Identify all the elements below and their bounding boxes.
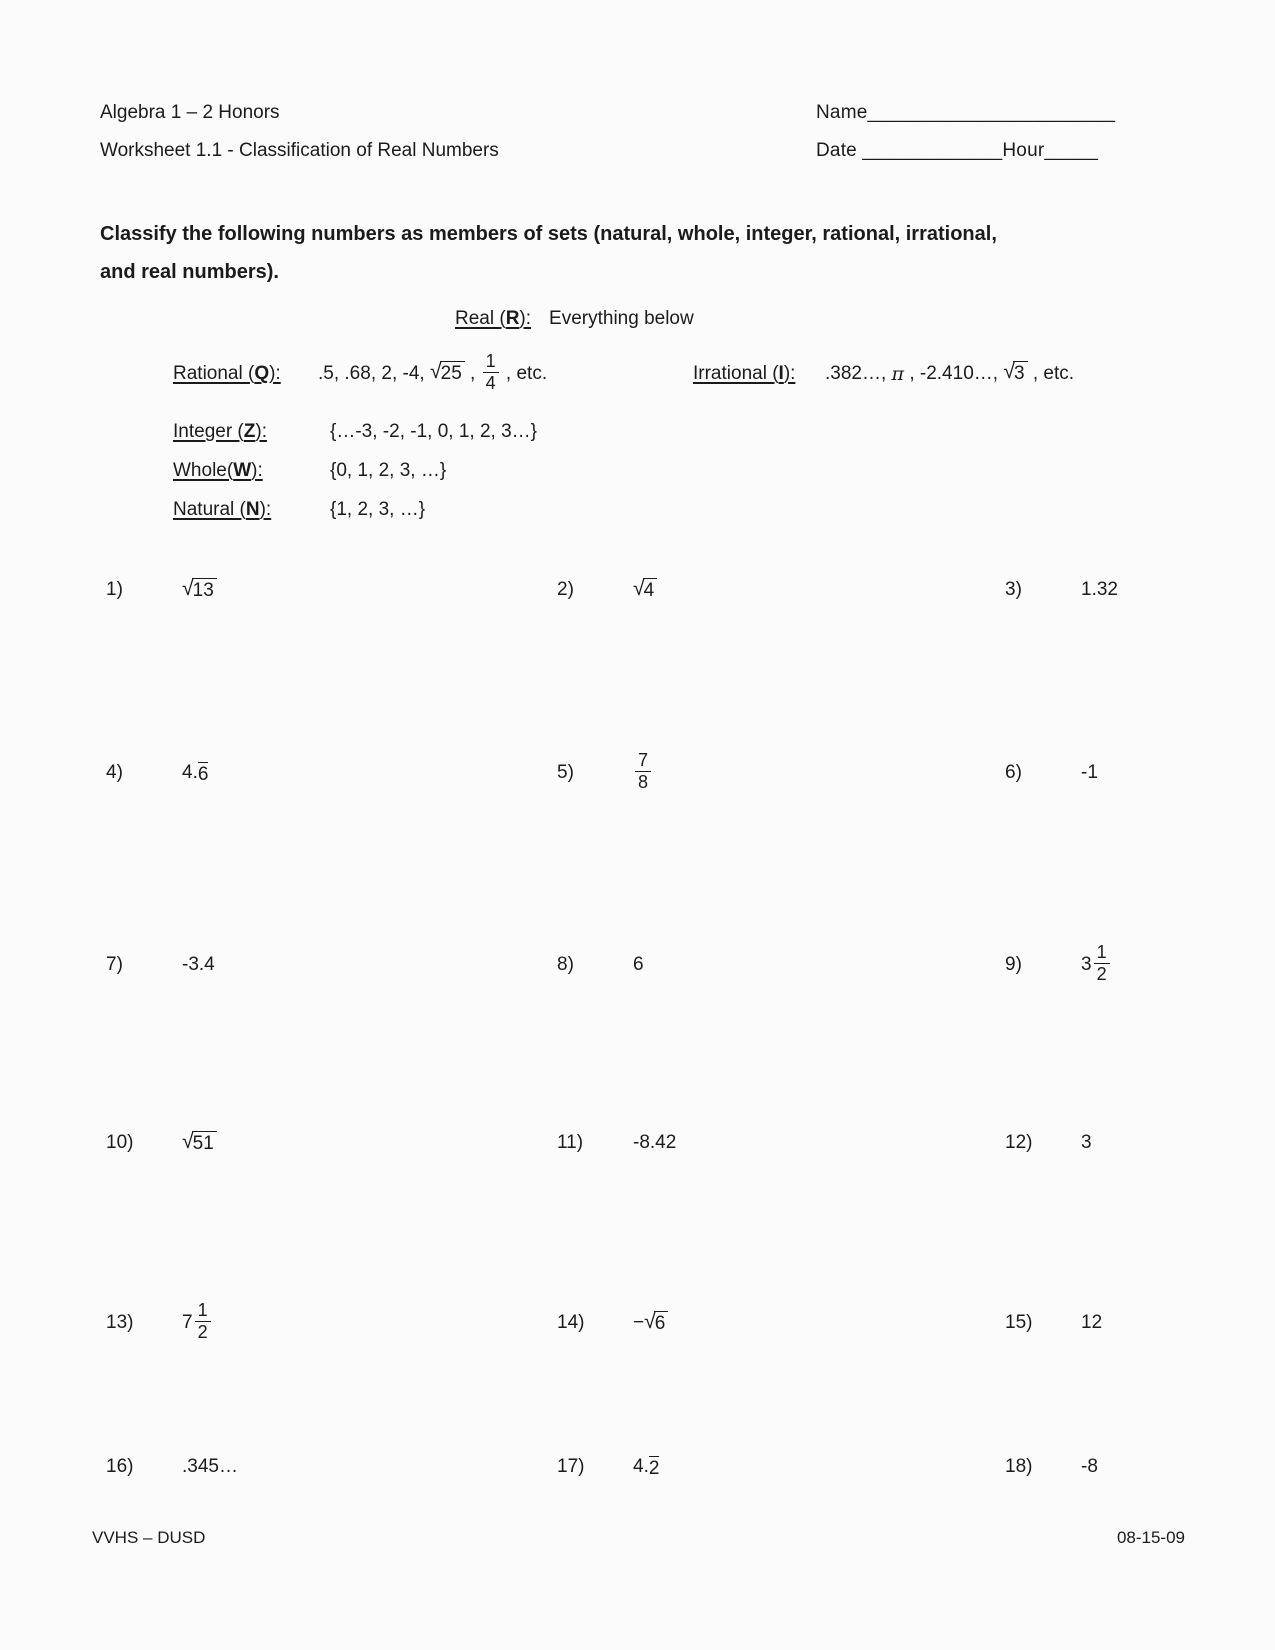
square-root <box>1003 361 1027 387</box>
problem-item <box>1005 923 1112 1007</box>
math-text: , etc. <box>500 363 548 384</box>
footer-date: 08-15-09 <box>1116 1528 1185 1547</box>
math-text: 4. <box>633 1456 649 1477</box>
problem-number: 14) <box>557 1312 585 1333</box>
real-set-definition <box>455 306 694 332</box>
instructions-line-1: Classify the following numbers as members of sets (natural, whole, integer, rational, irrational, <box>100 223 997 245</box>
problem-expression <box>182 954 215 976</box>
problem-item <box>557 1101 676 1185</box>
math-text: 1.32 <box>1081 579 1118 600</box>
math-text: , -2.410…, <box>904 363 1004 384</box>
problem-expression <box>1081 1456 1098 1478</box>
fraction <box>1094 942 1110 983</box>
radicand: 51 <box>192 1131 217 1153</box>
problem-item <box>1005 1281 1102 1365</box>
math-text: -8.42 <box>633 1132 677 1153</box>
problem-expression <box>633 752 653 793</box>
problem-number: 6) <box>1005 762 1022 783</box>
instructions-line-2: and real numbers). <box>100 261 279 283</box>
problem-number: 1) <box>106 579 123 600</box>
radical-icon: √ <box>429 359 442 383</box>
real-set-value: Everything below <box>549 308 694 329</box>
problem-item <box>1005 1425 1098 1509</box>
math-text: {0, 1, 2, 3, …} <box>330 460 447 481</box>
problem-number: 12) <box>1005 1132 1033 1153</box>
problem-item <box>557 923 644 1007</box>
square-root <box>430 361 465 387</box>
square-root <box>182 578 217 602</box>
problem-expression <box>633 1132 676 1154</box>
course-title: Algebra 1 – 2 Honors <box>100 102 280 123</box>
radicand: 6 <box>654 1311 669 1333</box>
rational-set-label: Rational (Q): <box>173 363 281 384</box>
problem-number: 11) <box>557 1132 584 1153</box>
math-text: .345… <box>182 1456 238 1477</box>
math-text: 6 <box>633 954 644 975</box>
math-text: 4. <box>182 762 198 783</box>
radical-icon: √ <box>182 576 194 600</box>
radicand: 4 <box>643 578 658 600</box>
problem-expression <box>1081 1132 1092 1154</box>
set-letter: N <box>245 499 260 520</box>
problem-item <box>1005 1101 1092 1185</box>
math-text: , etc. <box>1027 363 1075 384</box>
real-set-label: Real (R): <box>455 308 532 329</box>
problem-expression <box>182 578 217 602</box>
problem-item <box>1005 731 1098 815</box>
repeating-digit-overline: 2 <box>648 1458 660 1479</box>
set-letter: Q <box>254 363 270 384</box>
problem-item <box>1005 548 1118 632</box>
fraction <box>195 1300 211 1341</box>
pi-symbol: π <box>891 363 905 385</box>
numerator: 1 <box>197 1300 208 1321</box>
problem-expression <box>182 1131 217 1155</box>
integer-set-value <box>330 419 537 445</box>
math-text: , <box>464 363 481 384</box>
whole-set-value <box>330 458 446 484</box>
problem-number: 7) <box>106 954 123 975</box>
math-text: 3 <box>1081 954 1092 975</box>
name-field-line: Name_______________________ <box>816 102 1116 123</box>
rational-set-examples <box>318 353 547 394</box>
problem-number: 5) <box>557 762 574 783</box>
whole-set-definition <box>173 458 446 484</box>
math-text: 3 <box>1081 1132 1092 1153</box>
problem-item <box>106 1281 213 1365</box>
problem-expression <box>633 1456 659 1478</box>
integer-set-definition <box>173 419 537 445</box>
radicand: 3 <box>1013 361 1028 383</box>
problem-number: 8) <box>557 954 574 975</box>
problem-expression <box>1081 762 1098 784</box>
date-hour-field-line: Date _____________Hour_____ <box>816 140 1099 161</box>
problem-expression <box>1081 1312 1102 1334</box>
problem-item <box>106 731 208 815</box>
natural-set-definition <box>173 497 425 523</box>
problem-number: 2) <box>557 579 574 600</box>
radical-icon: √ <box>633 576 645 600</box>
problem-item <box>557 1425 659 1509</box>
footer-school: VVHS – DUSD <box>92 1528 206 1547</box>
math-text: 7 <box>182 1312 193 1333</box>
radical-icon: √ <box>1003 359 1015 383</box>
problem-expression <box>182 1302 213 1343</box>
problem-item <box>106 548 217 632</box>
problem-expression <box>633 1311 668 1335</box>
problem-item <box>106 1425 238 1509</box>
set-letter: R <box>505 308 520 329</box>
problem-expression <box>1081 944 1112 985</box>
set-letter: Z <box>243 421 256 442</box>
math-text: − <box>633 1312 645 1333</box>
radicand: 25 <box>440 361 465 383</box>
numerator: 7 <box>638 750 649 771</box>
repeating-digit-overline: 6 <box>197 764 209 785</box>
math-text: .382…, <box>825 363 892 384</box>
math-text: .5, .68, 2, -4, <box>318 363 430 384</box>
problem-item <box>557 731 653 815</box>
problem-number: 9) <box>1005 954 1022 975</box>
problem-number: 17) <box>557 1456 585 1477</box>
numerator: 1 <box>485 351 496 372</box>
math-text: 12 <box>1081 1312 1103 1333</box>
problem-number: 3) <box>1005 579 1022 600</box>
set-letter: W <box>233 460 252 481</box>
problem-expression <box>633 954 644 976</box>
problem-item <box>106 923 215 1007</box>
problem-expression <box>633 578 657 602</box>
fraction <box>635 750 651 791</box>
math-text: {1, 2, 3, …} <box>330 499 426 520</box>
square-root <box>644 1311 668 1335</box>
irrational-set-definition <box>693 348 1074 400</box>
whole-set-label: Whole(W): <box>173 460 263 481</box>
problem-number: 18) <box>1005 1456 1033 1477</box>
problem-number: 15) <box>1005 1312 1033 1333</box>
problem-item <box>106 1101 217 1185</box>
math-text: -3.4 <box>182 954 215 975</box>
radicand: 13 <box>192 578 217 600</box>
worksheet-title: Worksheet 1.1 - Classification of Real Numbers <box>100 140 499 161</box>
irrational-set-examples <box>825 361 1074 387</box>
denominator: 8 <box>635 771 651 792</box>
problem-expression <box>182 762 208 784</box>
instructions <box>100 215 1160 291</box>
problem-expression <box>1081 579 1118 601</box>
math-text: -8 <box>1081 1456 1098 1477</box>
radical-icon: √ <box>182 1129 194 1153</box>
natural-set-value <box>330 497 425 523</box>
math-text: -1 <box>1081 762 1098 783</box>
radical-icon: √ <box>644 1309 656 1333</box>
problem-number: 10) <box>106 1132 134 1153</box>
square-root <box>182 1131 217 1155</box>
numerator: 1 <box>1096 942 1107 963</box>
problem-item <box>557 1281 668 1365</box>
denominator: 2 <box>195 1321 211 1342</box>
rational-set-definition <box>173 348 547 400</box>
irrational-set-label: Irrational (I): <box>693 363 796 384</box>
problem-number: 4) <box>106 762 123 783</box>
denominator: 2 <box>1094 963 1110 984</box>
integer-set-label: Integer (Z): <box>173 421 267 442</box>
problem-expression <box>182 1456 238 1478</box>
denominator: 4 <box>483 372 499 393</box>
set-letter: I <box>778 363 784 384</box>
math-text: {…-3, -2, -1, 0, 1, 2, 3…} <box>330 421 537 442</box>
problem-number: 13) <box>106 1312 134 1333</box>
problem-item <box>557 548 657 632</box>
natural-set-label: Natural (N): <box>173 499 272 520</box>
fraction <box>483 351 499 392</box>
problem-number: 16) <box>106 1456 134 1477</box>
square-root <box>633 578 657 602</box>
